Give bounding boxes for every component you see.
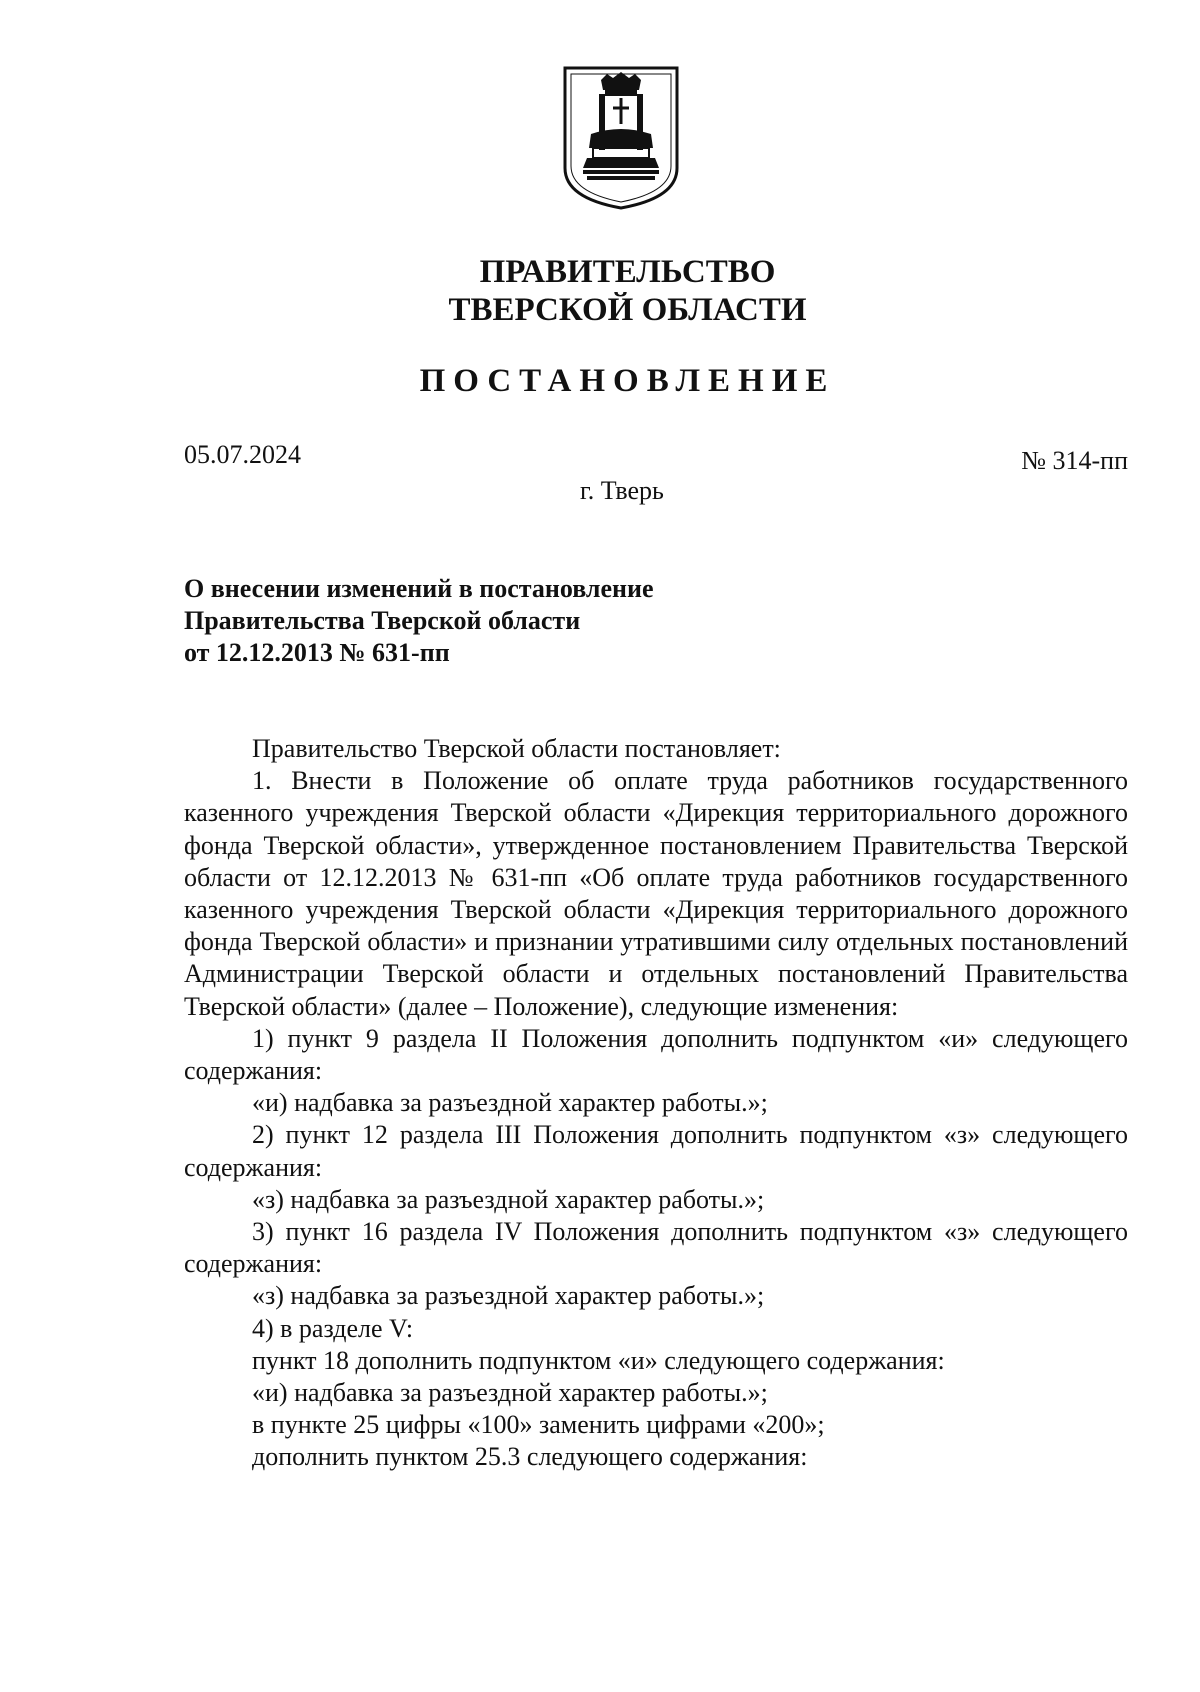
- body-paragraph: «и) надбавка за разъездной характер работы.»;: [252, 1088, 768, 1118]
- title-line2: Правительства Тверской области: [184, 606, 581, 635]
- organization-name-line2: ТВЕРСКОЙ ОБЛАСТИ: [448, 292, 807, 328]
- body-paragraph: 1. Внести в Положение об оплате труда работников государственного казенного учреждения Тверской области «Дирекция территориального дорожного фонда Тверской области», утвержденное постановлением Правительства Тверской области от 12.12.2013 № 631-пп «Об оплате труда работников государственного казенного учреждения Тверской области «Дирекция территориального дорожного фонда Тверской области» и признании утратившими силу отдельных постановлений Администрации Тверской области и отдельных постановлений Правительства Тверской области» (далее – Положение), следующие изменения:: [184, 766, 1128, 1021]
- document-city: г. Тверь: [580, 476, 664, 505]
- coat-of-arms-emblem: [561, 64, 681, 212]
- document-number: № 314-пп: [1021, 446, 1128, 475]
- body-paragraph: 2) пункт 12 раздела III Положения дополнить подпунктом «з» следующего содержания:: [184, 1120, 1128, 1182]
- body-paragraph: 4) в разделе V:: [252, 1313, 414, 1343]
- body-paragraph: 3) пункт 16 раздела IV Положения дополнить подпунктом «з» следующего содержания:: [184, 1217, 1128, 1279]
- title-line3: от 12.12.2013 № 631-пп: [184, 638, 450, 667]
- body-paragraph: дополнить пунктом 25.3 следующего содержания:: [252, 1442, 808, 1472]
- body-paragraph: в пункте 25 цифры «100» заменить цифрами «200»;: [252, 1410, 825, 1440]
- body-paragraph: «з) надбавка за разъездной характер работы.»;: [252, 1184, 765, 1214]
- body-paragraph: «з) надбавка за разъездной характер работы.»;: [252, 1281, 765, 1311]
- document-type: ПОСТАНОВЛЕНИЕ: [419, 363, 836, 399]
- body-paragraph: пункт 18 дополнить подпунктом «и» следующего содержания:: [252, 1345, 945, 1375]
- document-date: 05.07.2024: [184, 440, 301, 469]
- body-paragraph: Правительство Тверской области постановляет:: [252, 734, 781, 763]
- title-line1: О внесении изменений в постановление: [184, 574, 654, 603]
- body-paragraph: «и) надбавка за разъездной характер работы.»;: [252, 1378, 768, 1408]
- body-paragraph: 1) пункт 9 раздела II Положения дополнить подпунктом «и» следующего содержания:: [184, 1023, 1128, 1086]
- document-body: [184, 733, 1128, 1474]
- document-title: [184, 573, 654, 669]
- organization-name-line1: ПРАВИТЕЛЬСТВО: [479, 254, 776, 290]
